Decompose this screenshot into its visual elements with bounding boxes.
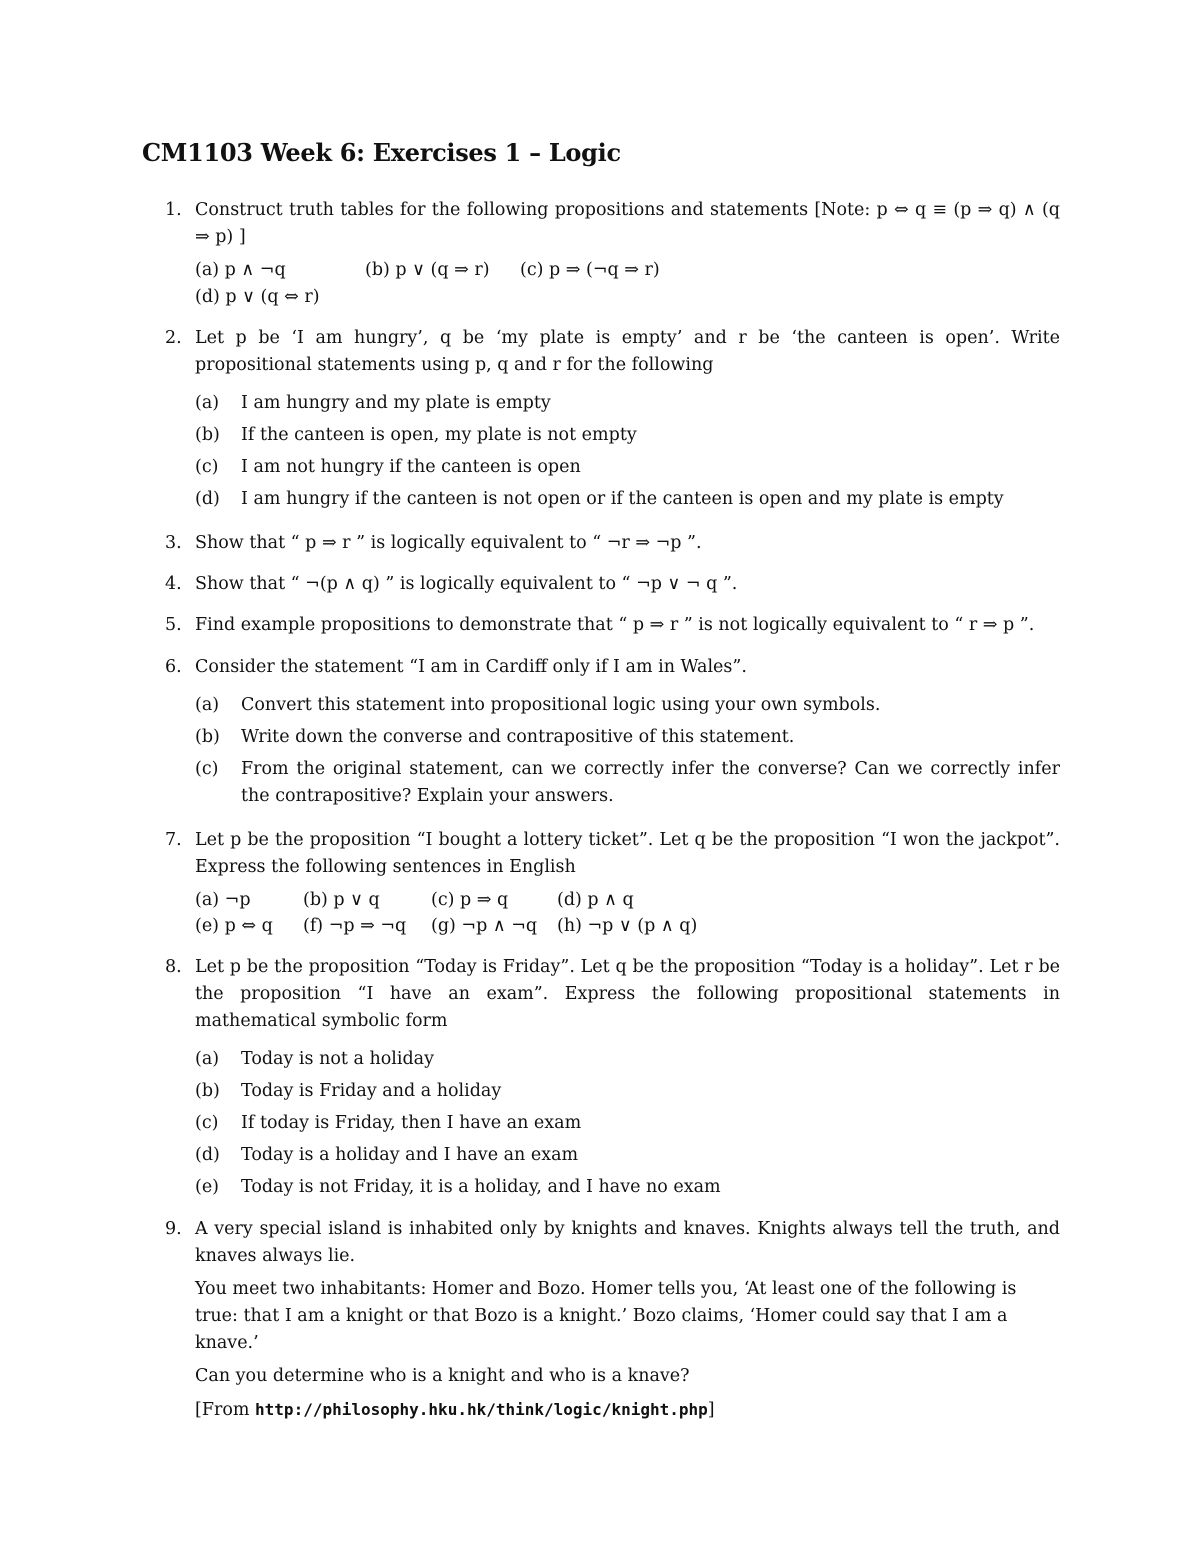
sub-label: (c) [195, 759, 219, 779]
question-2 [165, 325, 1060, 515]
question-8 [165, 954, 1060, 1203]
sub-question [195, 756, 1060, 810]
sub-question-list [195, 689, 1060, 810]
sub-question [195, 1075, 1060, 1107]
question-number: 7. [165, 830, 182, 850]
formula-item: (a) p ∧ ¬q [195, 260, 286, 280]
question-number: 1. [165, 200, 182, 220]
question-3 [165, 530, 1060, 557]
sub-question-list [195, 1043, 1060, 1203]
source-link[interactable]: http://philosophy.hku.hk/think/logic/knight.php [255, 1400, 708, 1419]
sub-question [195, 1107, 1060, 1139]
question-number: 3. [165, 533, 182, 553]
question-number: 5. [165, 615, 182, 635]
sub-label: (d) [195, 1145, 220, 1165]
question-paragraph: You meet two inhabitants: Homer and Bozo. Homer tells you, ‘At least one of the following is true: that I am a knight or that Bozo is a knight.’ Bozo claims, ‘Homer could say that I am a knave.’ [195, 1279, 1017, 1353]
question-number: 2. [165, 328, 182, 348]
source-reference [195, 1396, 1060, 1424]
question-7 [165, 827, 1060, 939]
formula-item: (f) ¬p ⇒ ¬q [303, 916, 407, 936]
formula-item: (d) p ∧ q [557, 890, 634, 910]
sub-question [195, 419, 1060, 451]
question-4 [165, 571, 1060, 598]
sub-text: I am hungry if the canteen is not open or if the canteen is open and my plate is empty [241, 489, 1004, 509]
sub-text: I am not hungry if the canteen is open [241, 457, 581, 477]
sub-question [195, 1043, 1060, 1075]
formula-list [195, 887, 1060, 939]
sub-question [195, 483, 1060, 515]
question-5 [165, 612, 1060, 639]
question-paragraph: Can you determine who is a knight and who is a knave? [195, 1366, 690, 1386]
question-text: Let p be the proposition “Today is Friday”. Let q be the proposition “Today is a holiday”. Let r be the proposition “I have an exam”. Express the following propositional statements in mathematical symbolic form [195, 957, 1060, 1031]
formula-item: (c) p ⇒ q [431, 890, 509, 910]
sub-question-list [195, 387, 1060, 515]
sub-label: (a) [195, 695, 220, 715]
question-text: A very special island is inhabited only by knights and knaves. Knights always tell the truth, and knaves always lie. [195, 1219, 1060, 1266]
sub-question [195, 1171, 1060, 1203]
page-title: CM1103 Week 6: Exercises 1 – Logic [142, 138, 621, 167]
question-text: Show that “ ¬(p ∧ q) ” is logically equivalent to “ ¬p ∨ ¬ q ”. [195, 574, 738, 594]
question-number: 9. [165, 1219, 182, 1239]
question-text: Let p be the proposition “I bought a lottery ticket”. Let q be the proposition “I won the jackpot”. Express the following sentences in English [195, 830, 1060, 877]
sub-question [195, 451, 1060, 483]
sub-text: Today is not Friday, it is a holiday, and I have no exam [241, 1177, 721, 1197]
question-text: Show that “ p ⇒ r ” is logically equivalent to “ ¬r ⇒ ¬p ”. [195, 533, 702, 553]
sub-text: Today is not a holiday [241, 1049, 434, 1069]
sub-label: (c) [195, 457, 219, 477]
sub-label: (b) [195, 1081, 220, 1101]
sub-text: Today is a holiday and I have an exam [241, 1145, 579, 1165]
question-text: Let p be ‘I am hungry’, q be ‘my plate is empty’ and r be ‘the canteen is open’. Write propositional statements using p, q and r for the following [195, 328, 1060, 375]
formula-item: (c) p ⇒ (¬q ⇒ r) [520, 260, 660, 280]
sub-text: Write down the converse and contrapositive of this statement. [241, 727, 795, 747]
formula-item: (a) ¬p [195, 890, 251, 910]
question-text: Consider the statement “I am in Cardiff only if I am in Wales”. [195, 657, 747, 677]
sub-label: (b) [195, 727, 220, 747]
sub-question [195, 689, 1060, 721]
sub-text: Convert this statement into propositional logic using your own symbols. [241, 695, 881, 715]
question-number: 8. [165, 957, 182, 977]
question-1 [165, 197, 1060, 311]
formula-item: (b) p ∨ (q ⇒ r) [365, 260, 490, 280]
formula-item: (b) p ∨ q [303, 890, 380, 910]
formula-list [195, 257, 1060, 311]
formula-item: (g) ¬p ∧ ¬q [431, 916, 538, 936]
formula-item: (h) ¬p ∨ (p ∧ q) [557, 916, 698, 936]
sub-question [195, 387, 1060, 419]
formula-item: (d) p ∨ (q ⇔ r) [195, 287, 320, 307]
sub-question [195, 1139, 1060, 1171]
sub-label: (a) [195, 393, 220, 413]
sub-label: (d) [195, 489, 220, 509]
sub-question [195, 721, 1060, 753]
source-prefix: [From [195, 1400, 256, 1420]
question-6 [165, 654, 1060, 810]
sub-label: (a) [195, 1049, 220, 1069]
sub-label: (c) [195, 1113, 219, 1133]
question-text: Construct truth tables for the following propositions and statements [Note: p ⇔ q ≡ (p ⇒ q) ∧ (q ⇒ p) ] [195, 200, 1060, 247]
sub-text: If the canteen is open, my plate is not empty [241, 425, 637, 445]
source-suffix: ] [707, 1400, 715, 1420]
sub-text: I am hungry and my plate is empty [241, 393, 551, 413]
sub-text: If today is Friday, then I have an exam [241, 1113, 582, 1133]
question-number: 6. [165, 657, 182, 677]
sub-text: From the original statement, can we correctly infer the converse? Can we correctly infer the contrapositive? Explain your answers. [241, 759, 1060, 806]
question-number: 4. [165, 574, 182, 594]
question-9 [165, 1216, 1060, 1424]
question-text: Find example propositions to demonstrate that “ p ⇒ r ” is not logically equivalent to “ r ⇒ p ”. [195, 615, 1035, 635]
formula-item: (e) p ⇔ q [195, 916, 273, 936]
sub-label: (b) [195, 425, 220, 445]
sub-label: (e) [195, 1177, 220, 1197]
sub-text: Today is Friday and a holiday [241, 1081, 502, 1101]
